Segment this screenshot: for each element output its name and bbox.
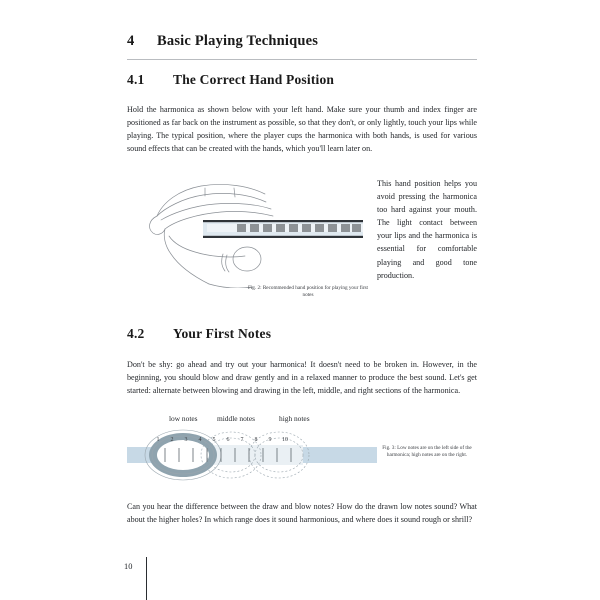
harmonica-range-diagram: [127, 427, 377, 483]
section-title-4-1: The Correct Hand Position: [173, 72, 335, 87]
section-number-4-1: 4.1: [127, 72, 145, 87]
paragraph-4-1: Hold the harmonica as shown below with your left hand. Make sure your thumb and index finger are positioned as far back on the instrument as possible, so that they don't, or only lightly, touch your lips while playing. The typical position, where the player cups the harmonica with both hands, is used for various sound effects that can be created with the hands, which you'll learn later on.: [127, 105, 477, 154]
figure-2-caption: Fig. 2: Recommended hand position for playing your first notes: [247, 285, 369, 298]
closing-paragraph: Can you hear the difference between the draw and blow notes? How do the drawn low notes sound? What about the higher holes? In which range does it sound harmonious, and where does it sound rough or shrill?: [127, 502, 477, 525]
hole-number-4: 4: [198, 437, 202, 443]
chapter-title: Basic Playing Techniques: [157, 33, 319, 49]
hole-number-6: 6: [226, 437, 230, 443]
hole-number-8: 8: [254, 437, 258, 443]
section-number-4-2: 4.2: [127, 326, 145, 341]
chapter-number: 4: [127, 33, 135, 49]
hand-position-sidenote: This hand position helps you avoid pressing the harmonica too hard against your mouth. The light contact between your lips and the harmonica is essential for comfortable playing and good tone production.: [377, 179, 477, 280]
hole-number-1: 1: [156, 437, 160, 443]
footer-rule: [146, 557, 147, 600]
label-middle-notes: middle notes: [217, 414, 255, 423]
hole-number-9: 9: [268, 437, 272, 443]
section-heading-4-2: [127, 326, 477, 342]
hole-number-5: 5: [212, 437, 216, 443]
hand-harmonica-illustration: [139, 176, 369, 288]
paragraph-4-2: Don't be shy: go ahead and try out your harmonica! It doesn't need to be broken in. However, in the beginning, you should blow and draw gently and in a relaxed manner to produce the best sound. Let's get started: alternate between blowing and drawing in the left, middle, and right sections of the harmonica.: [127, 360, 477, 396]
chapter-heading: [127, 33, 477, 50]
figure-2: [139, 176, 369, 304]
figure-3: [127, 414, 477, 486]
hole-number-3: 3: [184, 437, 188, 443]
figure-3-caption: Fig. 3: Low notes are on the left side of the harmonica; high notes are on the right.: [382, 445, 472, 458]
section-heading-4-1: [127, 72, 477, 88]
figure-3-labels: [127, 414, 477, 428]
hole-number-10: 10: [282, 437, 288, 443]
hole-number-7: 7: [240, 437, 244, 443]
section-title-4-2: Your First Notes: [173, 326, 272, 341]
chapter-rule: [127, 59, 477, 60]
page-number: 10: [124, 562, 133, 571]
hole-number-2: 2: [170, 437, 174, 443]
label-high-notes: high notes: [279, 414, 310, 423]
harmonica-figure2: [203, 220, 363, 238]
label-low-notes: low notes: [169, 414, 198, 423]
